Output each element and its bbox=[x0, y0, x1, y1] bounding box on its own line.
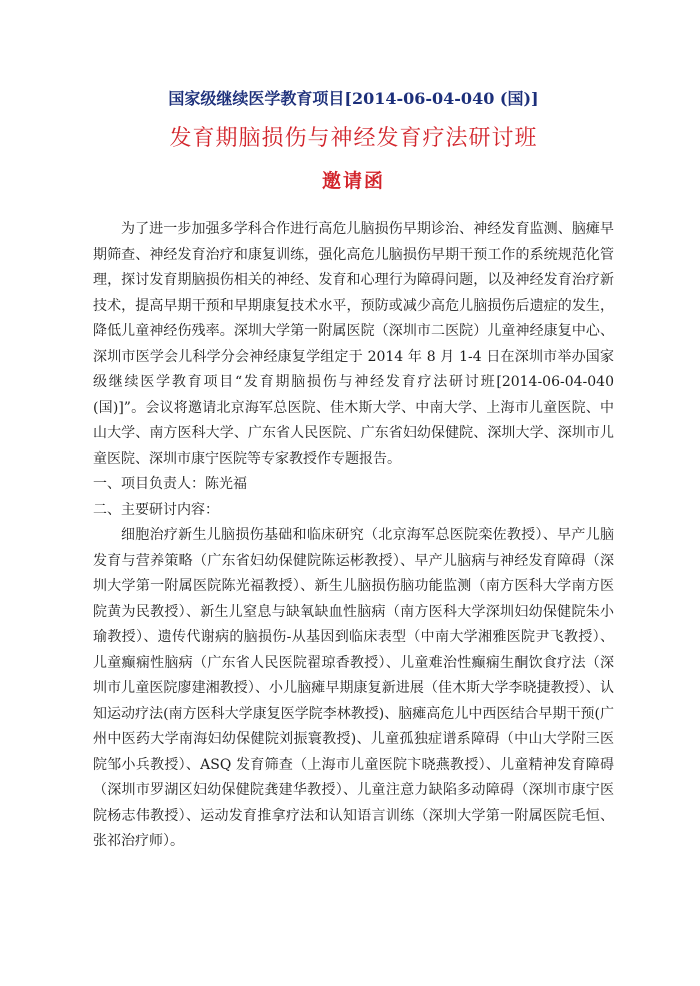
project-code-line: 国家级继续医学教育项目[2014-06-04-040 (国)] bbox=[168, 89, 539, 108]
section-project-leader bbox=[93, 472, 614, 498]
section-topics-heading bbox=[93, 498, 614, 524]
section-project-leader-label: 一、项目负责人： bbox=[93, 476, 205, 492]
section-project-leader-value: 陈光福 bbox=[205, 476, 247, 492]
invitation-title: 邀请函 bbox=[321, 170, 385, 192]
topics-paragraph: 细胞治疗新生儿脑损伤基础和临床研究（北京海军总医院栾佐教授）、早产儿脑发育与营养策略（广东省妇幼保健院陈运彬教授）、早产儿脑病与神经发育障碍（深圳大学第一附属医院陈光福教授）、新生儿脑损伤脑功能监测（南方医科大学南方医院黄为民教授）、新生儿窒息与缺氧缺血性脑病（南方医科大学深圳妇幼保健院朱小瑜教授）、遗传代谢病的脑损伤-从基因到临床表型（中南大学湘雅医院尹飞教授）、儿童癫痫性脑病（广东省人民医院翟琼香教授）、儿童难治性癫痫生酮饮食疗法（深圳市儿童医院廖建湘教授）、小儿脑瘫早期康复新进展（佳木斯大学李晓捷教授）、认知运动疗法(南方医科大学康复医学院李林教授)、脑瘫高危儿中西医结合早期干预(广州中医药大学南海妇幼保健院刘振寰教授)、儿童孤独症谱系障碍（中山大学附三医院邹小兵教授）、ASQ 发育筛查（上海市儿童医院卞晓燕教授）、儿童精神发育障碍（深圳市罗湖区妇幼保健院龚建华教授）、儿童注意力缺陷多动障碍（深圳市康宁医院杨志伟教授）、运动发育推拿疗法和认知语言训练（深圳大学第一附属医院毛恒、张祁治疗师）。 bbox=[93, 527, 614, 849]
intro-paragraph: 为了进一步加强多学科合作进行高危儿脑损伤早期诊治、神经发育监测、脑瘫早期筛查、神经发育治疗和康复训练，强化高危儿脑损伤早期干预工作的系统规范化管理，探讨发育期脑损伤相关的神经、发育和心理行为障碍问题，以及神经发育治疗新技术，提高早期干预和早期康复技术水平，预防或减少高危儿脑损伤后遗症的发生，降低儿童神经伤残率。深圳大学第一附属医院（深圳市二医院）儿童神经康复中心、深圳市医学会儿科学分会神经康复学组定于 2014 年 8 月 1-4 日在深圳市举办国家级继续医学教育项目“发育期脑损伤与神经发育疗法研讨班[2014-06-04-040 (国)]”。会议将邀请北京海军总医院、佳木斯大学、中南大学、上海市儿童医院、中山大学、南方医科大学、广东省人民医院、广东省妇幼保健院、深圳大学、深圳市儿童医院、深圳市康宁医院等专家教授作专题报告。 bbox=[93, 221, 614, 467]
section-topics-label: 二、主要研讨内容： bbox=[93, 501, 219, 518]
main-title: 发育期脑损伤与神经发育疗法研讨班 bbox=[169, 126, 538, 151]
